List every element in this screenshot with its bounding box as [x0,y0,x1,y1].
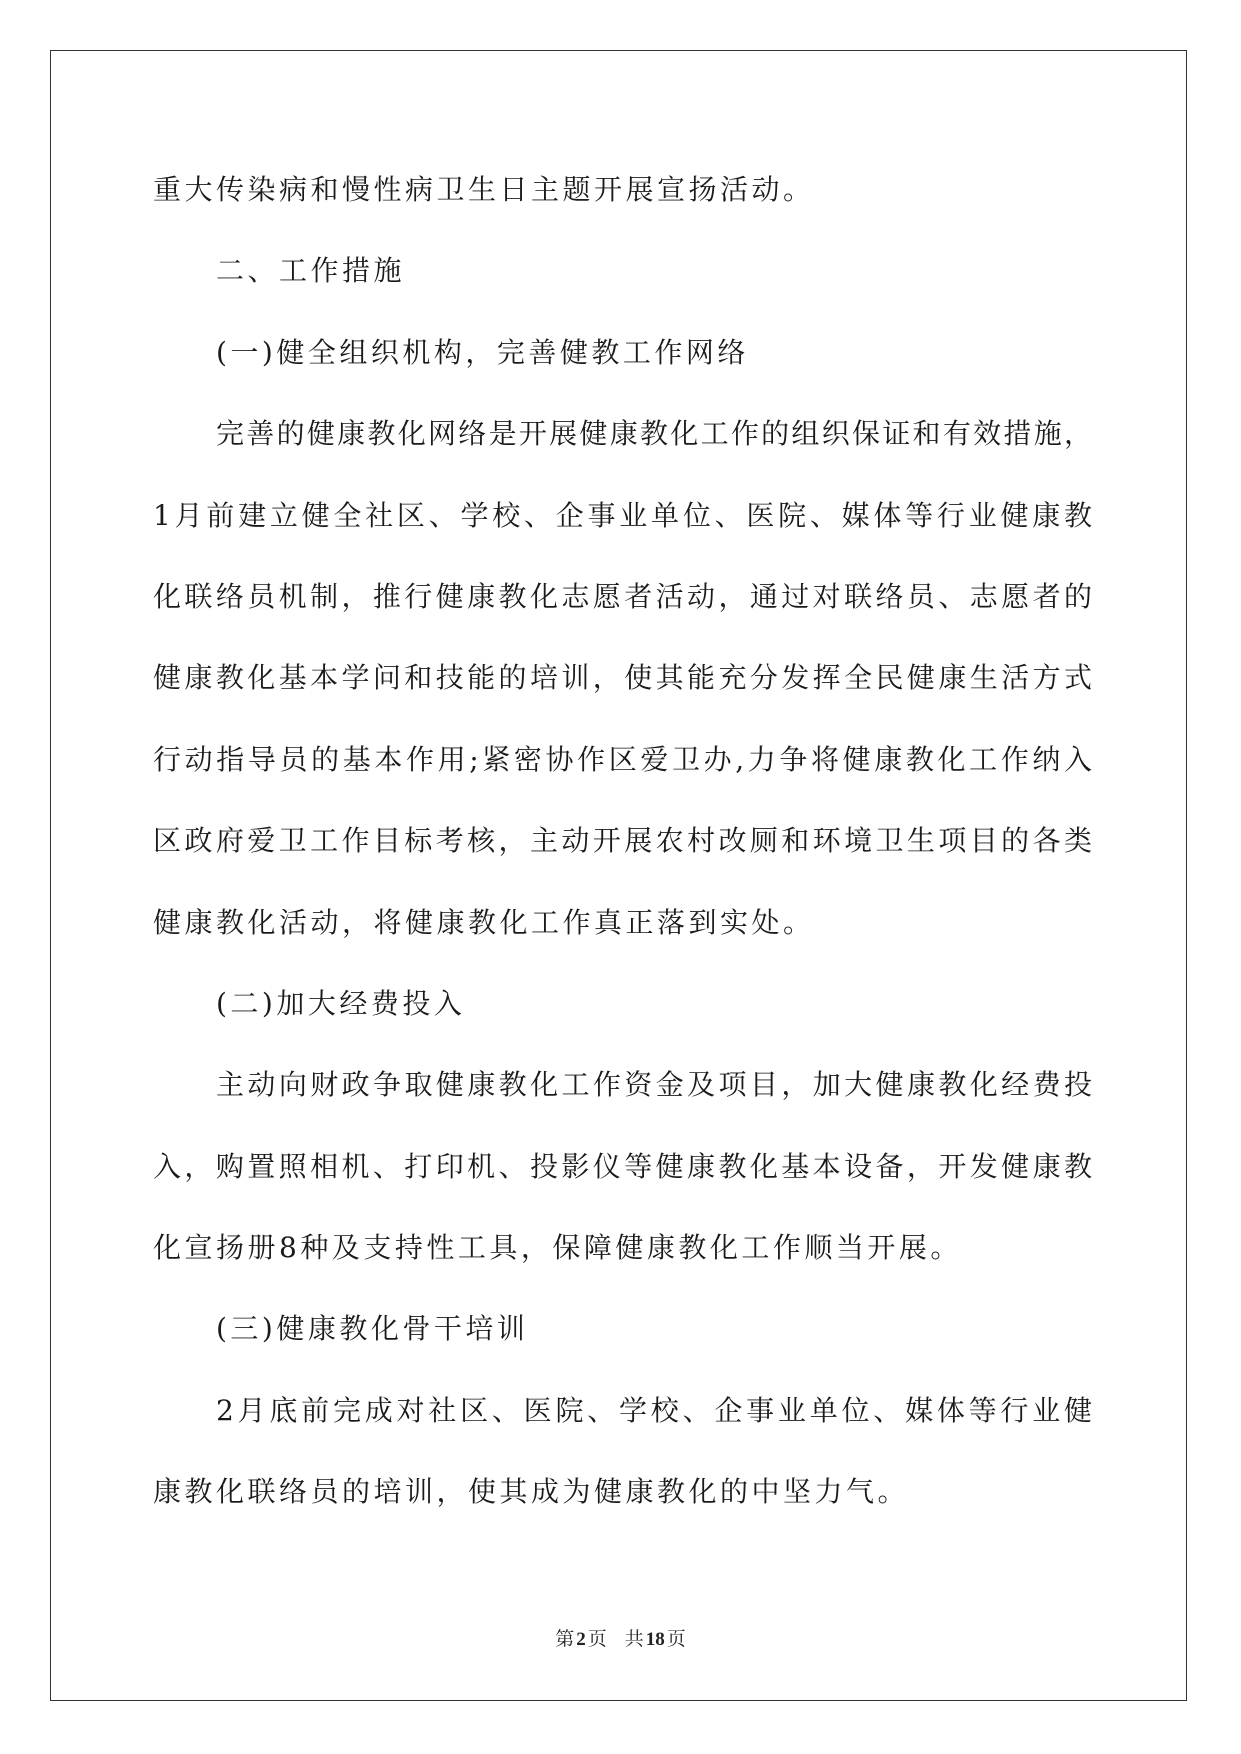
paragraph-line: 区政府爱卫工作目标考核，主动开展农村改厕和环境卫生项目的各类 [153,824,1092,858]
page-number-suffix: 页 [587,1629,607,1650]
page-number-prefix: 第 [555,1629,575,1650]
document-body [153,149,1092,1533]
page-number: 2 [576,1629,586,1650]
total-pages-suffix: 页 [666,1629,686,1650]
subsection-heading-2: (二)加大经费投入 [216,986,466,1020]
subsection-heading-3: (三)健康教化骨干培训 [216,1312,529,1346]
total-pages: 18 [645,1629,665,1650]
paragraph-line: 完善的健康教化网络是开展健康教化工作的组织保证和有效措施， [216,417,1092,451]
paragraph-line: 健康教化活动，将健康教化工作真正落到实处。 [153,905,815,939]
paragraph-line: 康教化联络员的培训，使其成为健康教化的中坚力气。 [153,1475,910,1509]
section-heading: 二、工作措施 [216,254,406,288]
paragraph-line: 2月底前完成对社区、医院、学校、企事业单位、媒体等行业健 [216,1393,1092,1427]
paragraph-line: 化宣扬册8种及支持性工具，保障健康教化工作顺当开展。 [153,1231,962,1265]
paragraph-line: 主动向财政争取健康教化工作资金及项目，加大健康教化经费投 [216,1068,1092,1102]
total-pages-prefix: 共 [624,1629,644,1650]
paragraph-line: 健康教化基本学问和技能的培训，使其能充分发挥全民健康生活方式 [153,661,1092,695]
paragraph-line: 重大传染病和慢性病卫生日主题开展宣扬活动。 [153,173,815,206]
page-footer [0,1624,1241,1651]
paragraph-line: 1月前建立健全社区、学校、企事业单位、医院、媒体等行业健康教 [153,498,1092,532]
paragraph-line: 入，购置照相机、打印机、投影仪等健康教化基本设备，开发健康教 [153,1149,1092,1183]
subsection-heading-1: (一)健全组织机构，完善健教工作网络 [216,335,749,369]
paragraph-line: 行动指导员的基本作用;紧密协作区爱卫办,力争将健康教化工作纳入 [153,742,1092,776]
paragraph-line: 化联络员机制，推行健康教化志愿者活动，通过对联络员、志愿者的 [153,579,1092,613]
